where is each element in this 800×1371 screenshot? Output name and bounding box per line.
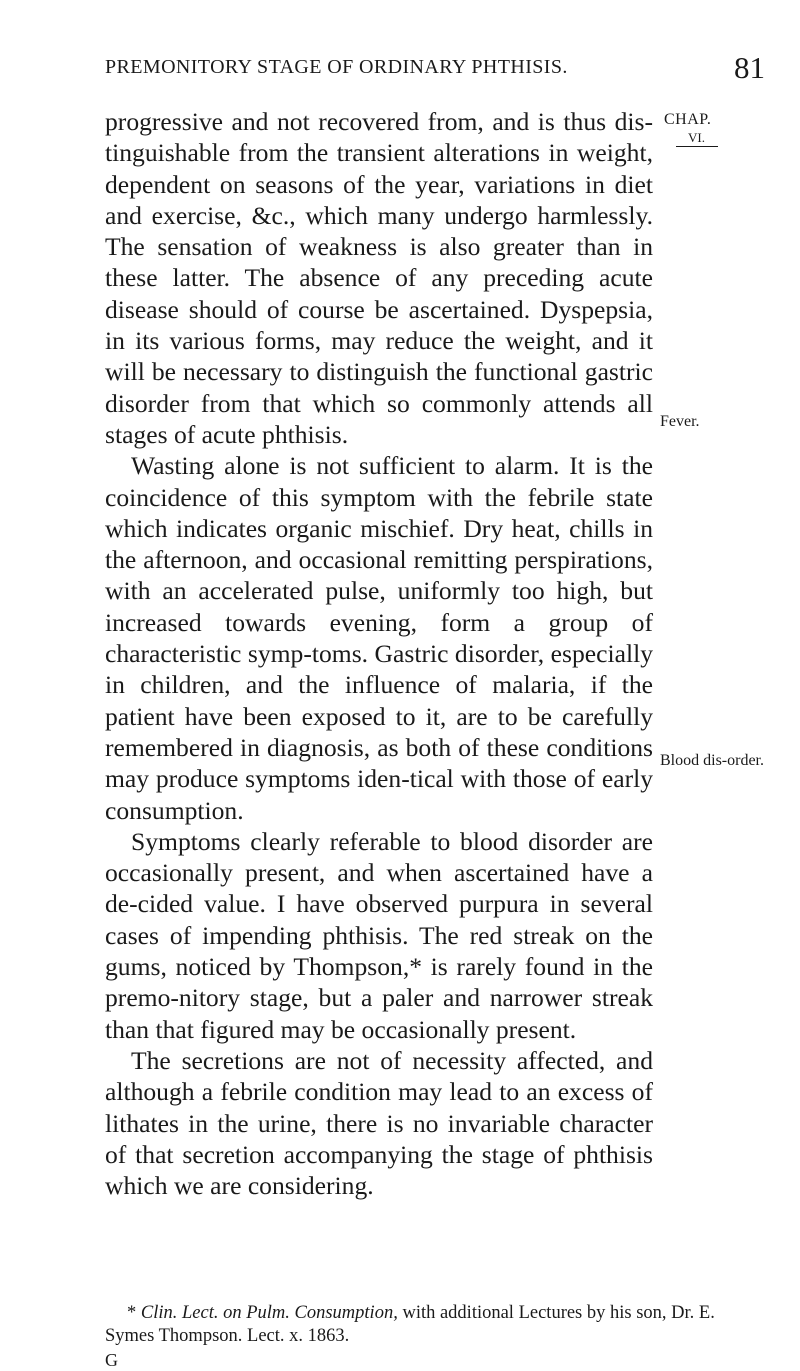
paragraph-secretions: The secretions are not of necessity affected, and although a febrile condition may lead to an excess of lithates in the urine, there is no invariable character of that secretion accompanying the stage of phthisis which we are considering. — [105, 1045, 653, 1201]
body-text — [105, 106, 653, 1201]
margin-chapter-number: VI. — [688, 130, 705, 145]
paragraph-continuation: progressive and not recovered from, and is thus dis-tinguishable from the transient alterations in weight, dependent on seasons of the year, variations in diet and exercise, &c., which many undergo harmlessly. The sensation of weakness is also greater than in these latter. The absence of any preceding acute disease should of course be ascertained. Dyspepsia, in its various forms, may reduce the weight, and it will be necessary to distinguish the functional gastric disorder from that which so commonly attends all stages of acute phthisis. — [105, 107, 653, 449]
margin-note-blood-disorder: Blood dis-order. — [660, 752, 764, 769]
margin-chapter-rule — [676, 146, 718, 147]
footnote-text — [105, 1302, 725, 1348]
margin-chapter-label: CHAP. — [664, 111, 712, 128]
paragraph-fever: Wasting alone is not sufficient to alarm. It is the coincidence of this symptom with the febrile state which indicates organic mischief. Dry heat, chills in the afternoon, and occasional remitting perspirations, with an accelerated pulse, uniformly too high, but increased towards evening, form a group of characteristic symp-toms. Gastric disorder, especially in children, and the influence of malaria, if the patient have been exposed to it, are to be carefully remembered in diagnosis, as both of these conditions may produce symptoms iden-tical with those of early consumption. — [105, 451, 653, 825]
running-header — [105, 50, 765, 84]
footnote-citation: Clin. Lect. on Pulm. Consumption, — [140, 1303, 398, 1323]
running-title: PREMONITORY STAGE OF ORDINARY PHTHISIS. — [105, 56, 568, 78]
paragraph-blood-disorder: Symptoms clearly referable to blood disorder are occasionally present, and when ascertained have a de-cided value. I have observed purpura in several cases of impending phthisis. The red streak on the gums, noticed by Thompson,* is rarely found in the premo-nitory stage, but a paler and narrower streak than that figured may be occasionally present. — [105, 826, 653, 1044]
margin-note-fever: Fever. — [660, 413, 700, 430]
footnote-marker: * — [127, 1303, 137, 1323]
page-number: 81 — [734, 50, 765, 85]
signature-mark: G — [105, 1350, 118, 1370]
footnote-body: with additional Lectures by his son, Dr. E. Symes Thompson. Lect. x. 1863. — [105, 1303, 715, 1346]
footnote — [105, 1302, 725, 1348]
